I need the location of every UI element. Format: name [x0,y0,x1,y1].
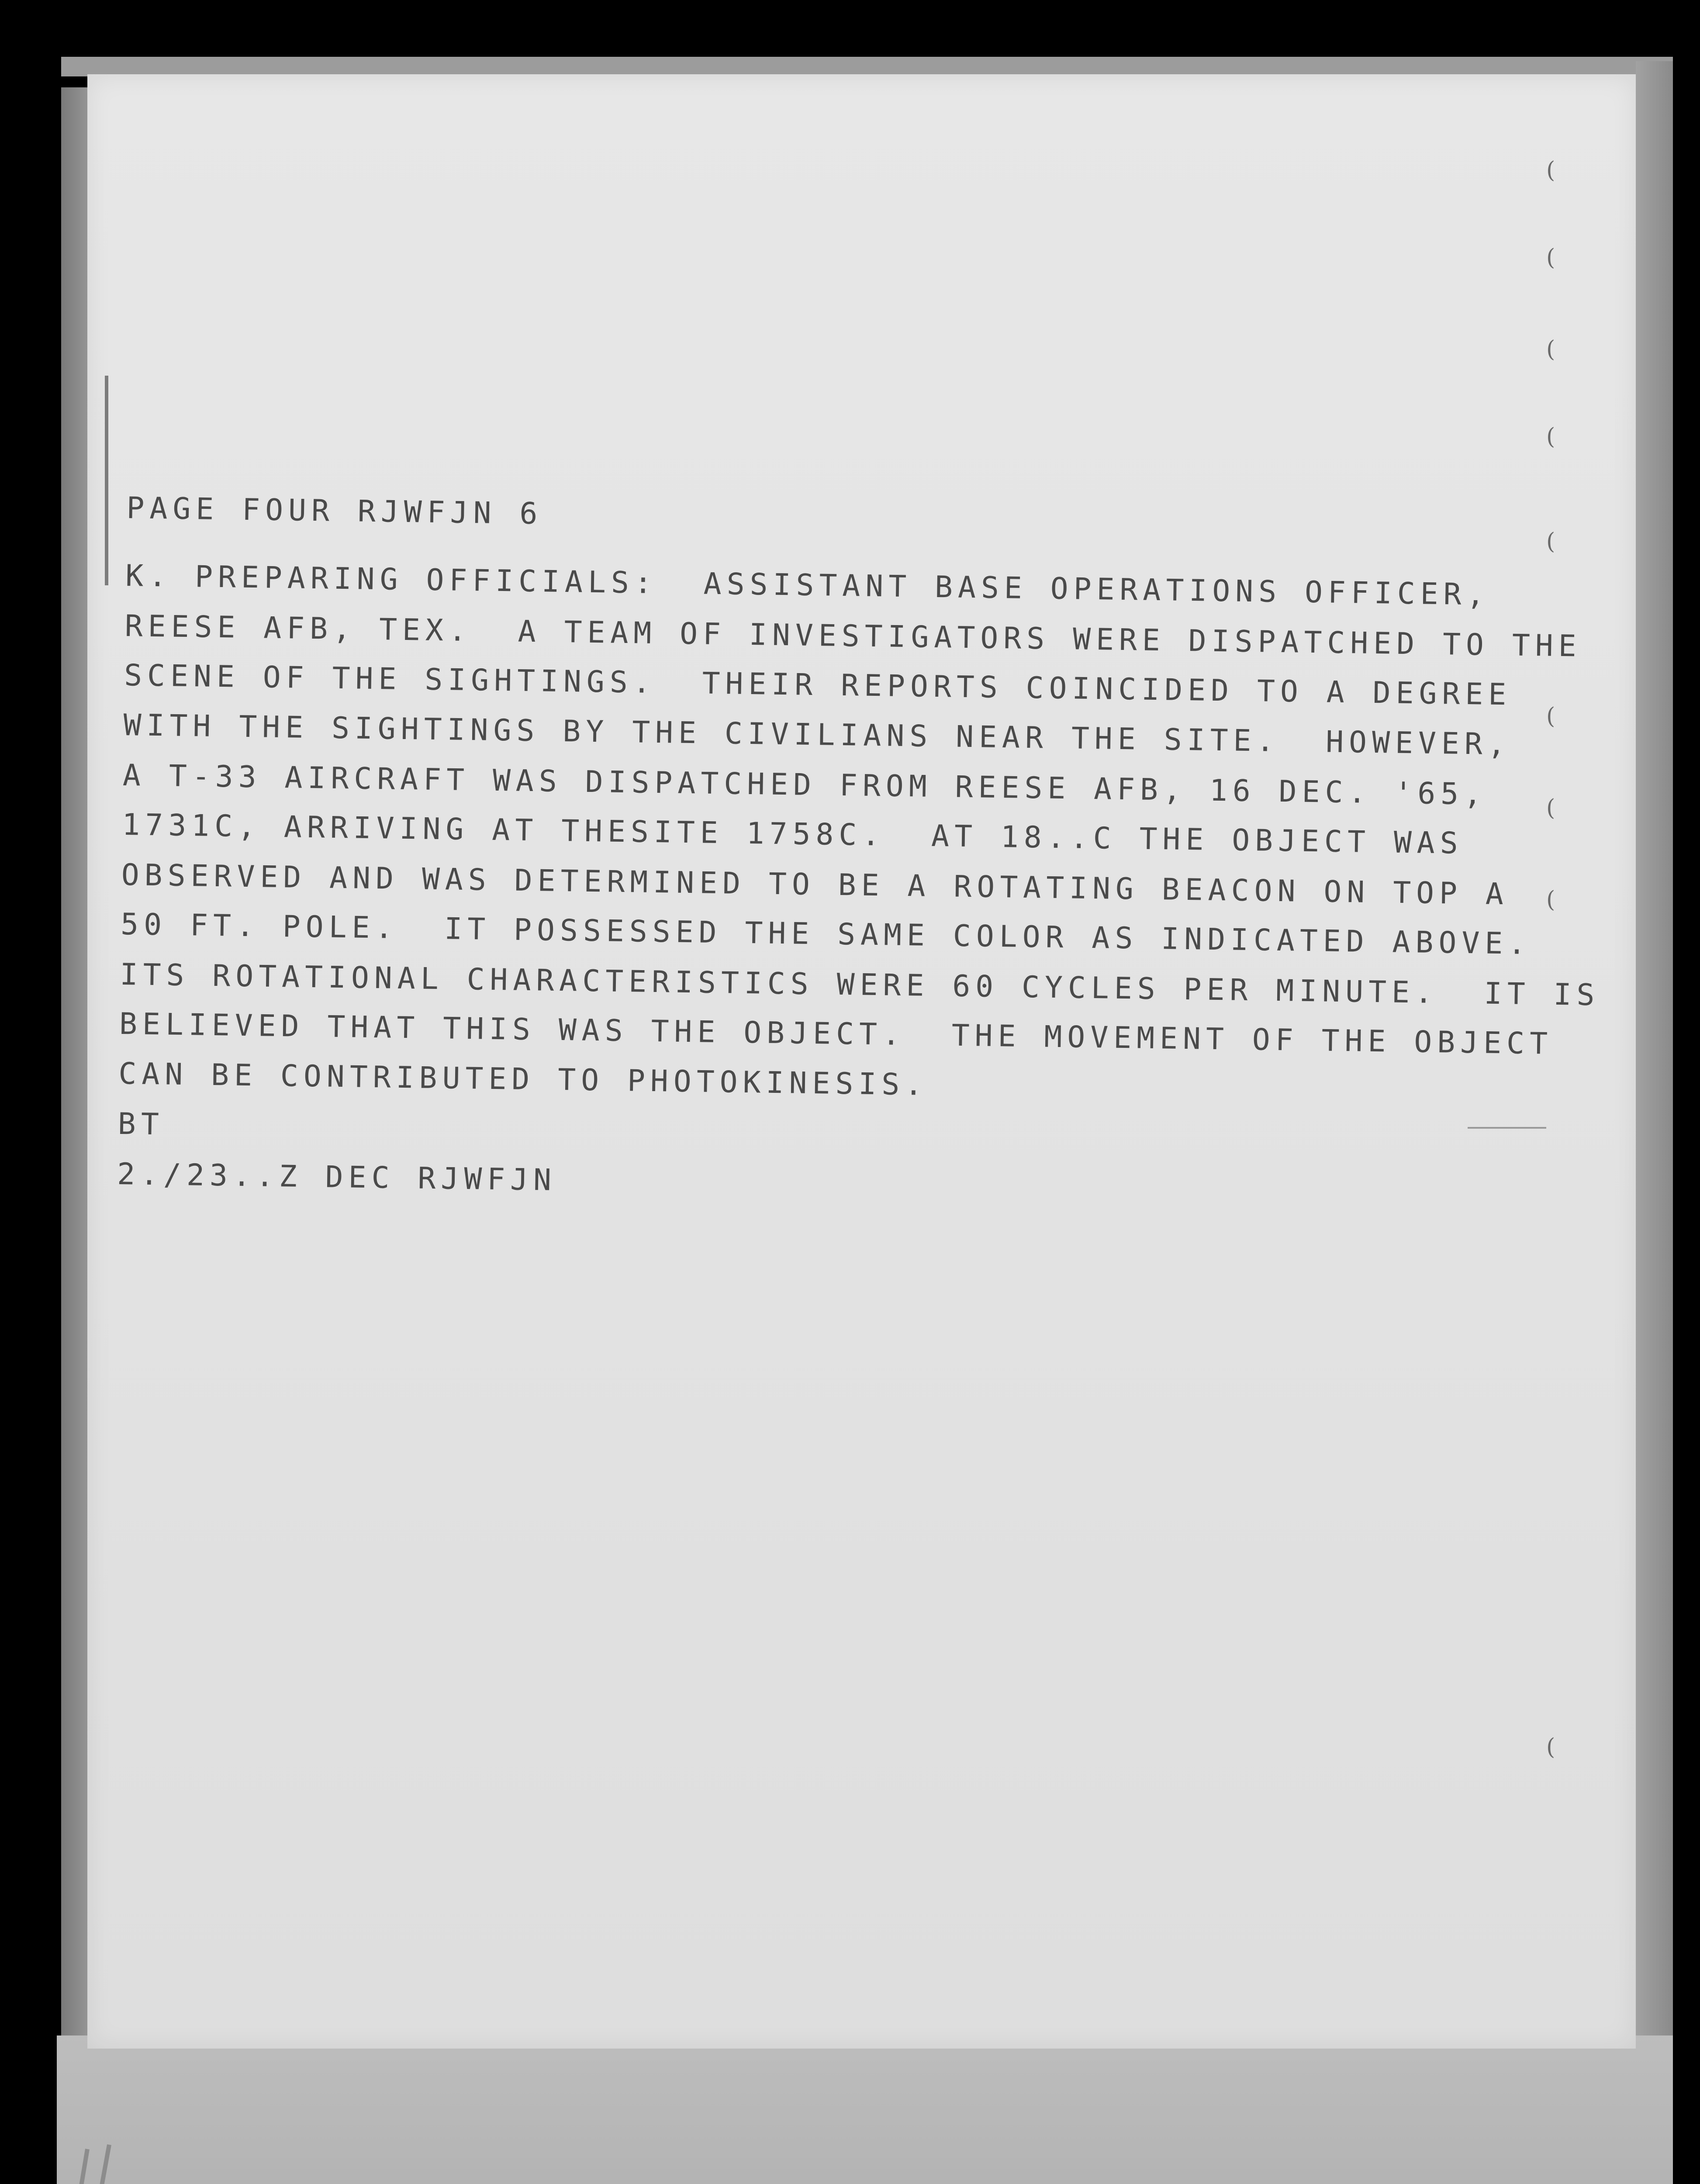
tractor-feed-marks [1546,157,1572,1773]
feed-mark: ( [1546,157,1555,183]
message-line: A T-33 AIRCRAFT WAS DISPATCHED FROM REESE AFB, 16 DEC. '65, [122,758,1487,812]
message-line: ITS ROTATIONAL CHARACTERISTICS WERE 60 CYCLES PER MINUTE. IT IS [120,957,1600,1013]
message-line: SCENE OF THE SIGHTINGS. THEIR REPORTS COINCIDED TO A DEGREE [124,658,1512,712]
message-line: BELIEVED THAT THIS WAS THE OBJECT. THE MOVEMENT OF THE OBJECT [119,1006,1553,1061]
page-header: PAGE FOUR RJWFJN 6 [126,491,543,532]
message-line: OBSERVED AND WAS DETERMINED TO BE A ROTATING BEACON ON TOP A [121,857,1509,912]
signoff: BT [117,1106,165,1142]
message-line: 50 FT. POLE. IT POSSESSED THE SAME COLOR AS INDICATED ABOVE. [120,907,1531,961]
date-time-group: 2./23..Z DEC RJWFJN [117,1157,557,1198]
film-base-strip [57,2035,1673,2184]
message-line: 1731C, ARRIVING AT THESITE 1758C. AT 18..C THE OBJECT WAS [121,807,1464,861]
message-line: WITH THE SIGHTINGS BY THE CIVILIANS NEAR THE SITE. HOWEVER, [123,708,1511,762]
feed-mark: ( [1546,795,1555,821]
feed-mark: ( [1546,336,1555,363]
handwritten-scribble [61,2123,175,2184]
message-line: REESE AFB, TEX. A TEAM OF INVESTIGATORS WERE DISPATCHED TO THE [124,608,1582,664]
sheet-top-edge [61,57,1673,76]
message-line: K. PREPARING OFFICIALS: ASSISTANT BASE OPERATIONS OFFICER, [125,558,1490,612]
margin-dash [1468,1127,1546,1129]
sheet-right-edge [1636,61,1673,2053]
message-line: CAN BE CONTRIBUTED TO PHOTOKINESIS. [118,1056,928,1102]
feed-mark: ( [1546,529,1555,555]
margin-mark [105,376,108,585]
feed-mark: ( [1546,245,1555,271]
feed-mark: ( [1546,703,1555,729]
feed-mark: ( [1546,1734,1555,1760]
feed-mark: ( [1546,887,1555,913]
feed-mark: ( [1546,424,1555,450]
